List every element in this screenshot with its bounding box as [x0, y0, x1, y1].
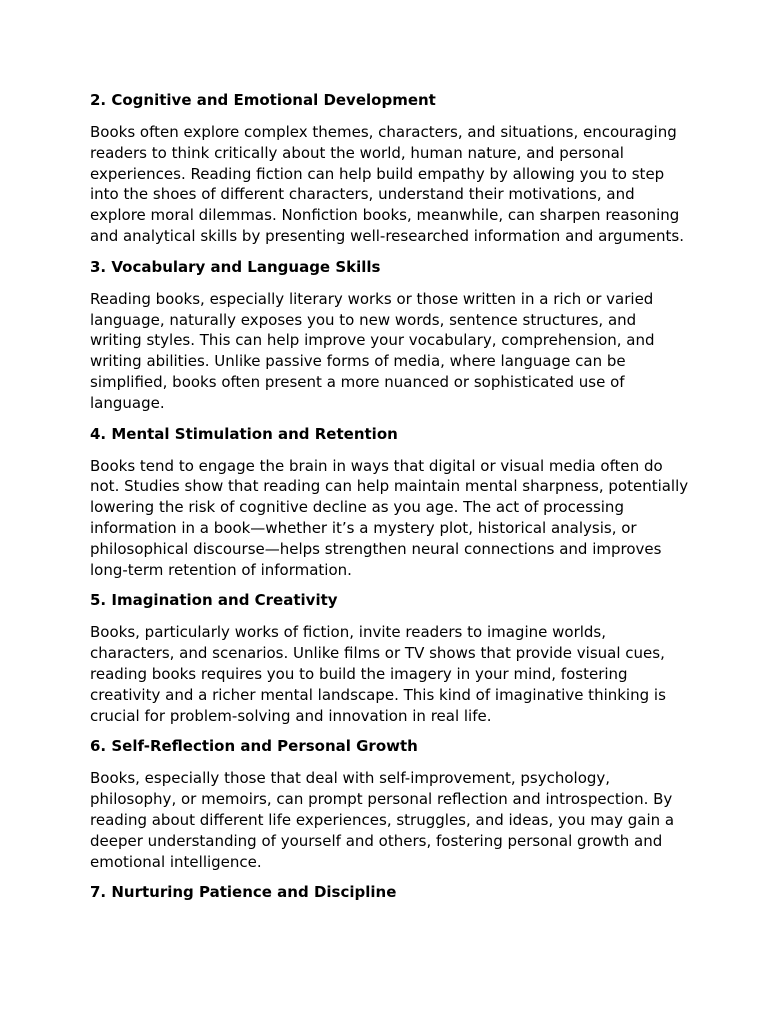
section-body-mental-stimulation: Books tend to engage the brain in ways that digital or visual media often do not. Studies show that reading can help maintain mental sharpness, potentially lowering the risk of cognitive decline as you age. The act of processing information in a book—whether it’s a mystery plot, historical analysis, or philosophical discourse—helps strengthen neural connections and improves long-term retention of information. [90, 456, 689, 579]
section-heading-mental-stimulation: 4. Mental Stimulation and Retention [90, 424, 398, 443]
section-heading-vocabulary-language: 3. Vocabulary and Language Skills [90, 257, 381, 276]
section-body-imagination-creativity: Books, particularly works of fiction, invite readers to imagine worlds, characters, and scenarios. Unlike films or TV shows that provide visual cues, reading books requires you to build the imagery in your mind, fostering creativity and a richer mental landscape. This kind of imaginative thinking is crucial for problem-solving and innovation in real life. [90, 623, 666, 725]
document-page [90, 90, 690, 914]
section-heading-patience-discipline: 7. Nurturing Patience and Discipline [90, 883, 397, 902]
section-heading-imagination-creativity: 5. Imagination and Creativity [90, 591, 338, 610]
section-body-vocabulary-language: Reading books, especially literary works or those written in a rich or varied language, naturally exposes you to new words, sentence structures, and writing styles. This can help improve your vocabulary, comprehension, and writing abilities. Unlike passive forms of media, where language can be simplified, books often present a more nuanced or sophisticated use of language. [90, 289, 655, 412]
section-heading-cognitive-emotional: 2. Cognitive and Emotional Development [90, 91, 436, 109]
section-body-self-reflection: Books, especially those that deal with self-improvement, psychology, philosophy, or memoirs, can prompt personal reflection and introspection. By reading about different life experiences, struggles, and ideas, you may gain a deeper understanding of yourself and others, fostering personal growth and emotional intelligence. [90, 769, 675, 871]
section-heading-self-reflection: 6. Self-Reflection and Personal Growth [90, 737, 418, 756]
section-body-cognitive-emotional: Books often explore complex themes, characters, and situations, encouraging readers to think critically about the world, human nature, and personal experiences. Reading fiction can help build empathy by allowing you to step into the shoes of different characters, understand their motivations, and explore moral dilemmas. Nonfiction books, meanwhile, can sharpen reasoning and analytical skills by presenting well-researched information and arguments. [90, 123, 685, 245]
